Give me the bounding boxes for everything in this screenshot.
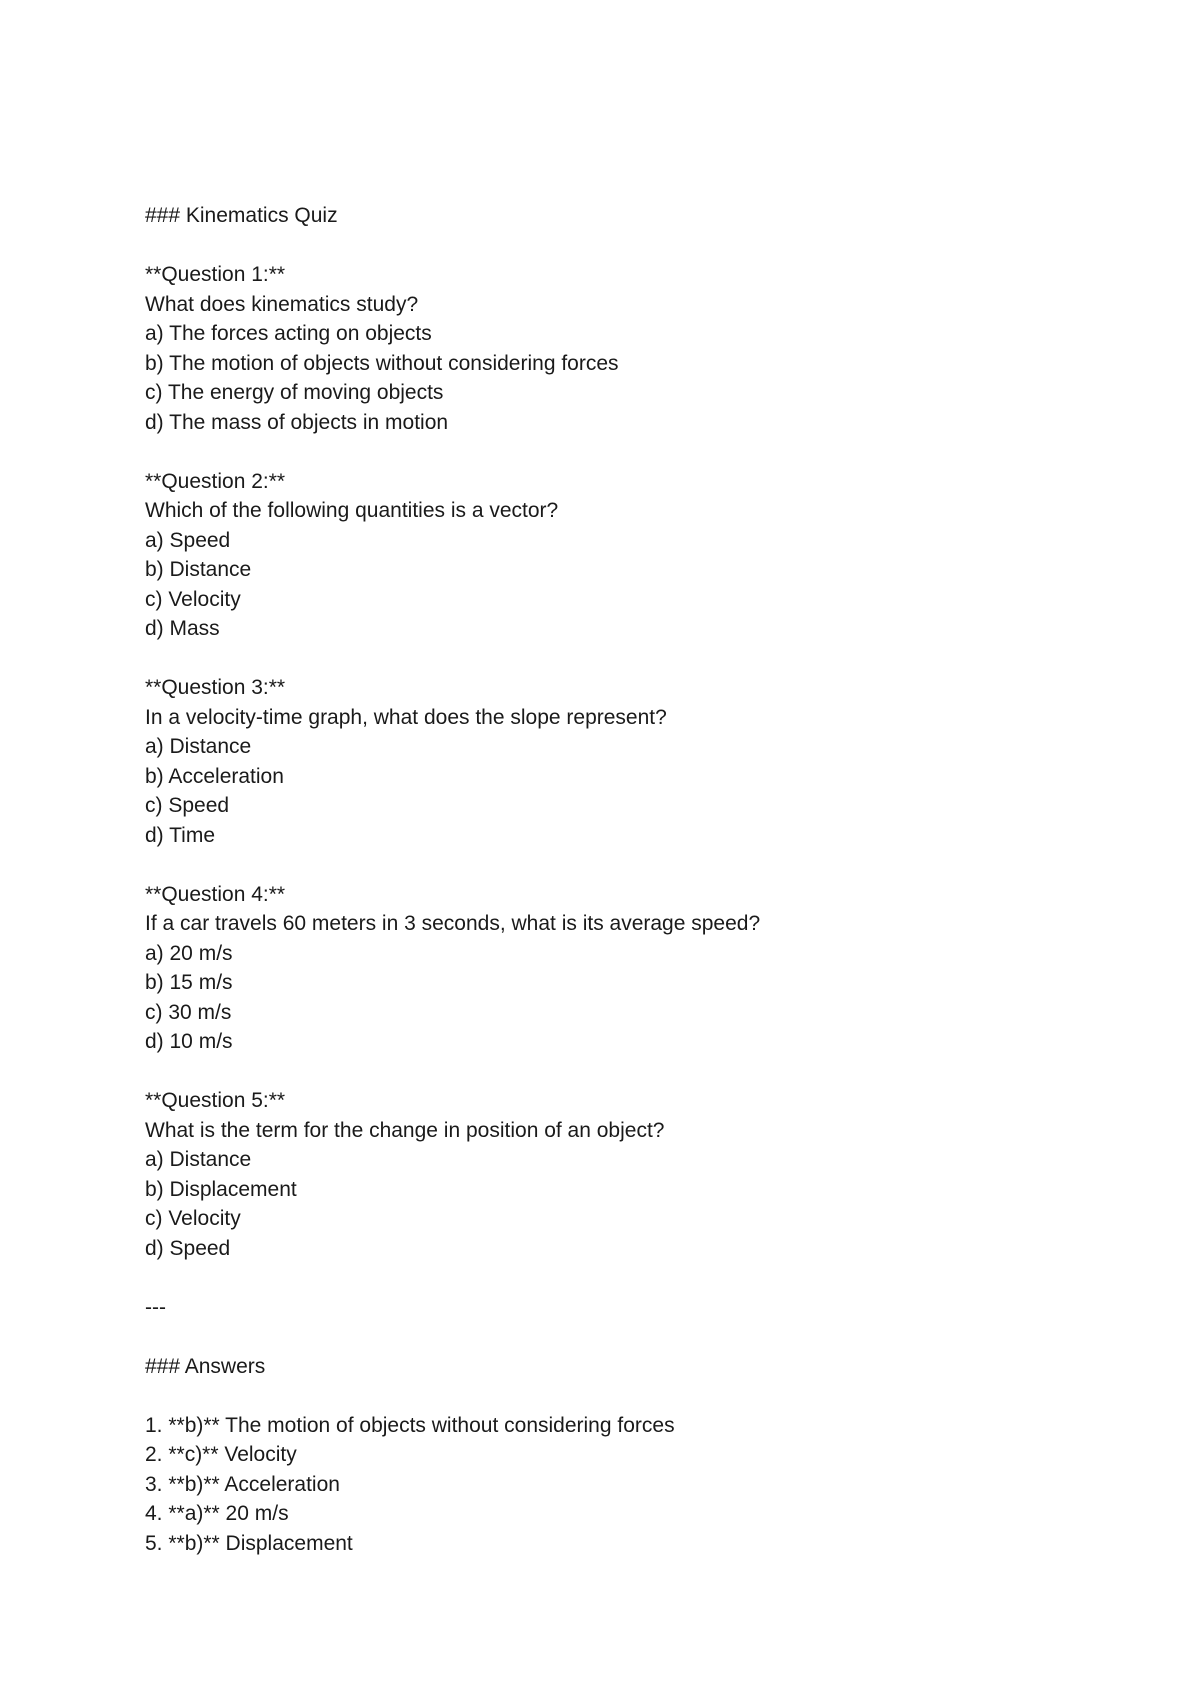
answer-key-item: 3. **b)** Acceleration (145, 1472, 340, 1496)
answer-option: b) Acceleration (145, 764, 284, 788)
answer-option: b) 15 m/s (145, 971, 233, 994)
blank-line (145, 1057, 1145, 1087)
blank-line (145, 644, 1145, 674)
blank-line (145, 1322, 1145, 1352)
answer-option: b) Displacement (145, 1177, 297, 1201)
question-heading: **Question 3:** (145, 676, 286, 699)
question-heading: **Question 1:** (145, 263, 286, 286)
answer-option: c) 30 m/s (145, 1000, 232, 1024)
document-body (145, 201, 1145, 1558)
answer-option: c) Speed (145, 794, 230, 817)
answer-key-item: 5. **b)** Displacement (145, 1531, 353, 1555)
question-prompt: What does kinematics study? (145, 292, 419, 316)
question-heading: **Question 5:** (145, 1089, 286, 1112)
blank-line (145, 231, 1145, 261)
question-block-1 (145, 260, 1145, 437)
answer-option: d) Mass (145, 617, 220, 640)
quiz-title: ### Kinematics Quiz (145, 204, 338, 227)
answer-option: d) Time (145, 823, 216, 847)
answers-title: ### Answers (145, 1354, 266, 1378)
answer-option: d) Speed (145, 1236, 231, 1260)
answer-key-list (145, 1411, 1145, 1559)
answer-option: a) 20 m/s (145, 941, 233, 965)
answer-option: d) 10 m/s (145, 1030, 233, 1053)
blank-line (145, 1263, 1145, 1293)
blank-line (145, 850, 1145, 880)
question-prompt: If a car travels 60 meters in 3 seconds, what is its average speed? (145, 912, 761, 935)
blank-line (145, 1381, 1145, 1411)
answer-key-item: 2. **c)** Velocity (145, 1443, 297, 1466)
question-heading: **Question 2:** (145, 469, 286, 493)
answer-option: b) The motion of objects without considering forces (145, 351, 619, 375)
question-prompt: In a velocity-time graph, what does the slope represent? (145, 705, 667, 729)
question-prompt: Which of the following quantities is a vector? (145, 499, 559, 522)
question-heading: **Question 4:** (145, 882, 286, 906)
answer-option: a) Speed (145, 528, 231, 552)
question-block-2 (145, 467, 1145, 644)
question-block-3 (145, 673, 1145, 850)
answer-option: c) The energy of moving objects (145, 381, 444, 404)
answer-option: a) Distance (145, 1148, 252, 1171)
question-block-5 (145, 1086, 1145, 1263)
answer-key-item: 4. **a)** 20 m/s (145, 1502, 289, 1525)
answer-option: b) Distance (145, 558, 252, 581)
answer-option: a) The forces acting on objects (145, 322, 432, 345)
question-block-4 (145, 880, 1145, 1057)
answer-option: a) Distance (145, 735, 252, 758)
answer-option: c) Velocity (145, 587, 241, 611)
question-prompt: What is the term for the change in position of an object? (145, 1118, 665, 1142)
answer-option: c) Velocity (145, 1207, 241, 1230)
answer-key-item: 1. **b)** The motion of objects without considering forces (145, 1413, 675, 1437)
section-separator: --- (145, 1295, 166, 1319)
answer-option: d) The mass of objects in motion (145, 410, 449, 434)
blank-line (145, 437, 1145, 467)
